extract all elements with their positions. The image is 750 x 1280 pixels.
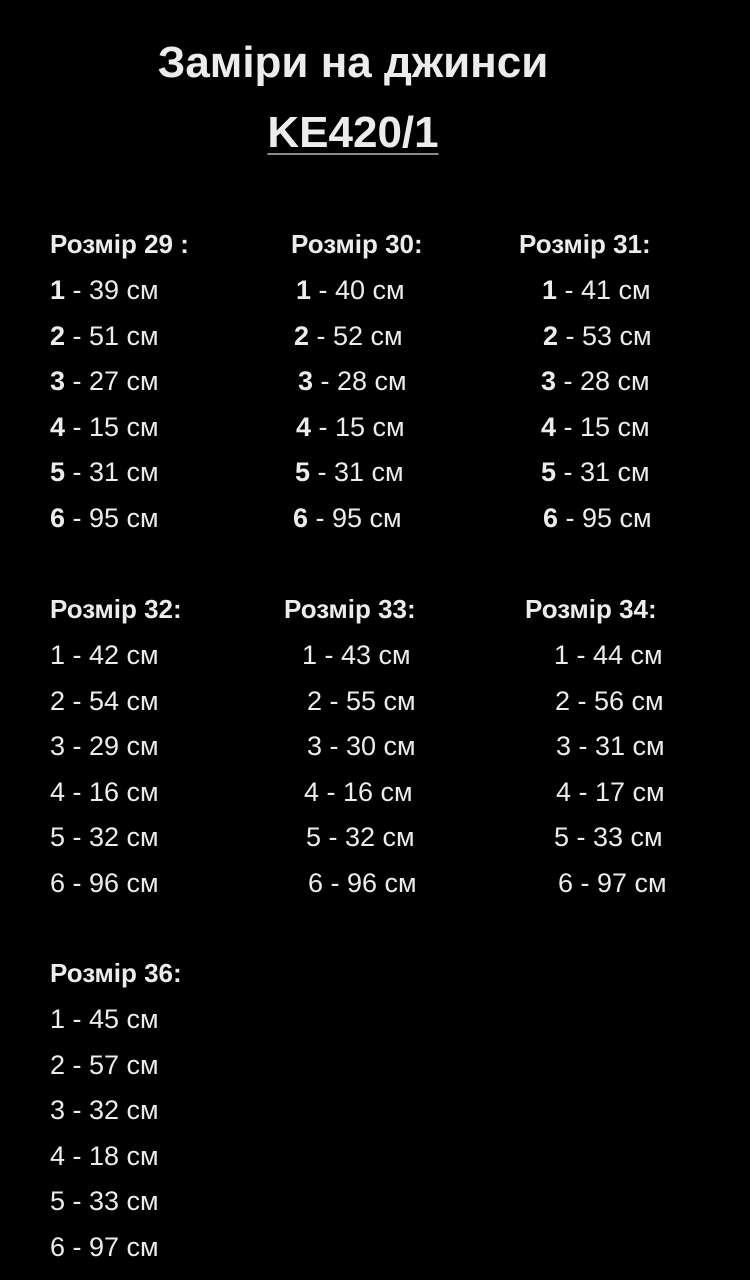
measurement-row	[525, 731, 745, 777]
size-block-29	[50, 229, 270, 549]
size-block-31	[519, 229, 739, 549]
measurement-number: 3	[541, 366, 557, 397]
measurement-value: - 42 см	[65, 640, 159, 670]
measurement-row	[525, 777, 745, 823]
measurement-value: - 31 см	[571, 731, 665, 762]
measurement-number: 4	[304, 776, 320, 807]
measurement-value: - 96 см	[323, 867, 417, 898]
measurement-row	[284, 731, 504, 777]
measurement-value: - 53 см	[558, 320, 652, 351]
measurement-value: - 15 см	[556, 411, 650, 442]
measurement-value: - 29 см	[65, 731, 159, 762]
measurement-number: 5	[554, 822, 570, 853]
size-heading: Розмір 33:	[284, 594, 416, 624]
measurement-value: - 31 см	[65, 457, 159, 488]
measurement-row	[50, 275, 270, 321]
measurement-number: 3	[307, 731, 323, 762]
size-heading: Розмір 32:	[50, 594, 182, 624]
measurement-value: - 43 см	[317, 640, 411, 670]
measurement-number: 6	[293, 502, 309, 533]
measurement-value: - 57 см	[65, 1049, 159, 1080]
measurement-number: 1	[50, 1004, 66, 1034]
measurement-number: 6	[50, 1231, 66, 1262]
measurement-row	[519, 457, 739, 503]
measurement-row	[291, 457, 511, 503]
measurement-number: 1	[50, 275, 66, 305]
measurement-number: 2	[543, 320, 559, 351]
measurement-number: 4	[50, 411, 66, 442]
measurement-row	[50, 321, 270, 367]
measurement-row	[519, 366, 739, 412]
measurement-value: - 95 см	[65, 502, 159, 533]
measurement-row	[50, 1186, 270, 1232]
measurement-number: 5	[306, 822, 322, 853]
measurement-row	[519, 503, 739, 549]
measurement-number: 2	[307, 685, 323, 716]
size-heading: Розмір 30:	[291, 229, 423, 259]
measurement-number: 6	[558, 867, 574, 898]
measurement-value: - 16 см	[319, 776, 413, 807]
size-heading: Розмір 31:	[519, 229, 651, 259]
measurement-value: - 39 см	[65, 275, 159, 305]
measurement-value: - 96 см	[65, 867, 159, 898]
measurement-row	[291, 503, 511, 549]
measurement-row	[284, 686, 504, 732]
measurement-number: 5	[50, 457, 66, 488]
measurement-row	[525, 868, 745, 914]
measurement-value: - 95 см	[308, 502, 402, 533]
size-block-32	[50, 594, 270, 914]
measurement-list	[50, 275, 270, 549]
measurement-number: 6	[50, 502, 66, 533]
measurement-value: - 33 см	[569, 822, 663, 853]
measurement-number: 1	[542, 275, 558, 305]
measurement-value: - 44 см	[569, 640, 663, 670]
measurement-row	[50, 1004, 270, 1050]
measurement-value: - 15 см	[311, 411, 405, 442]
measurement-value: - 30 см	[322, 731, 416, 762]
measurement-value: - 55 см	[322, 685, 416, 716]
measurement-row	[284, 868, 504, 914]
size-heading: Розмір 36:	[50, 958, 182, 988]
measurement-row	[291, 412, 511, 458]
measurement-row	[50, 503, 270, 549]
measurement-row	[519, 275, 739, 321]
measurement-value: - 16 см	[65, 776, 159, 807]
measurement-value: - 52 см	[309, 320, 403, 351]
measurement-number: 3	[50, 366, 66, 397]
measurement-value: - 32 см	[65, 822, 159, 853]
measurement-value: - 15 см	[65, 411, 159, 442]
measurement-number: 1	[302, 640, 318, 670]
measurement-list	[519, 275, 739, 549]
measurement-list	[284, 640, 504, 914]
measurement-value: - 54 см	[65, 685, 159, 716]
size-heading: Розмір 34:	[525, 594, 657, 624]
measurement-row	[284, 822, 504, 868]
measurement-number: 4	[50, 776, 66, 807]
measurement-value: - 18 см	[65, 1140, 159, 1171]
measurement-row	[50, 412, 270, 458]
measurement-row	[525, 686, 745, 732]
measurement-row	[50, 686, 270, 732]
measurement-row	[50, 777, 270, 823]
measurement-value: - 27 см	[65, 366, 159, 397]
measurement-row	[50, 731, 270, 777]
measurement-row	[519, 321, 739, 367]
model-code: KE420/1	[267, 108, 439, 157]
measurement-number: 3	[50, 1095, 66, 1126]
measurement-number: 4	[50, 1140, 66, 1171]
measurement-value: - 32 см	[65, 1095, 159, 1126]
measurement-number: 5	[50, 822, 66, 853]
measurement-number: 2	[50, 1049, 66, 1080]
measurement-number: 4	[556, 776, 572, 807]
measurement-value: - 41 см	[557, 275, 651, 305]
measurement-row	[50, 640, 270, 686]
measurement-value: - 56 см	[570, 685, 664, 716]
measurement-value: - 32 см	[321, 822, 415, 853]
measurement-value: - 97 см	[573, 867, 667, 898]
measurement-row	[525, 822, 745, 868]
measurement-number: 6	[543, 502, 559, 533]
measurement-number: 6	[308, 867, 324, 898]
measurement-value: - 33 см	[65, 1186, 159, 1217]
measurement-number: 1	[50, 640, 66, 670]
measurement-row	[50, 1050, 270, 1096]
measurement-value: - 40 см	[311, 275, 405, 305]
measurement-number: 2	[50, 685, 66, 716]
measurement-number: 5	[50, 1186, 66, 1217]
measurement-number: 4	[296, 411, 312, 442]
measurement-value: - 17 см	[571, 776, 665, 807]
measurement-number: 4	[541, 411, 557, 442]
measurement-number: 3	[556, 731, 572, 762]
size-block-30	[291, 229, 511, 549]
measurement-number: 6	[50, 867, 66, 898]
measurement-row	[50, 1141, 270, 1187]
measurement-row	[519, 412, 739, 458]
measurement-value: - 45 см	[65, 1004, 159, 1034]
measurement-number: 2	[50, 320, 66, 351]
measurement-number: 5	[541, 457, 557, 488]
measurement-number: 3	[50, 731, 66, 762]
page-title: Заміри на джинси	[157, 38, 549, 87]
measurement-row	[291, 321, 511, 367]
measurement-value: - 97 см	[65, 1231, 159, 1262]
measurement-value: - 31 см	[310, 457, 404, 488]
measurement-list	[50, 640, 270, 914]
size-block-33	[284, 594, 504, 914]
measurement-value: - 28 см	[313, 366, 407, 397]
measurement-value: - 95 см	[558, 502, 652, 533]
measurement-row	[525, 640, 745, 686]
measurement-list	[525, 640, 745, 914]
measurement-row	[50, 868, 270, 914]
measurement-number: 2	[294, 320, 310, 351]
measurement-row	[50, 366, 270, 412]
measurement-row	[50, 1095, 270, 1141]
measurement-number: 2	[555, 685, 571, 716]
measurement-value: - 31 см	[556, 457, 650, 488]
measurement-value: - 28 см	[556, 366, 650, 397]
measurement-number: 1	[554, 640, 570, 670]
measurement-value: - 51 см	[65, 320, 159, 351]
measurement-row	[50, 822, 270, 868]
measurement-row	[50, 1232, 270, 1278]
measurement-number: 1	[296, 275, 312, 305]
measurement-list	[291, 275, 511, 549]
measurement-list	[50, 1004, 270, 1278]
measurement-row	[284, 777, 504, 823]
measurement-row	[291, 366, 511, 412]
size-heading: Розмір 29 :	[50, 229, 189, 259]
size-block-34	[525, 594, 745, 914]
measurement-row	[291, 275, 511, 321]
measurement-row	[50, 457, 270, 503]
measurement-row	[284, 640, 504, 686]
measurement-number: 3	[298, 366, 314, 397]
measurement-number: 5	[295, 457, 311, 488]
size-block-36	[50, 958, 270, 1278]
